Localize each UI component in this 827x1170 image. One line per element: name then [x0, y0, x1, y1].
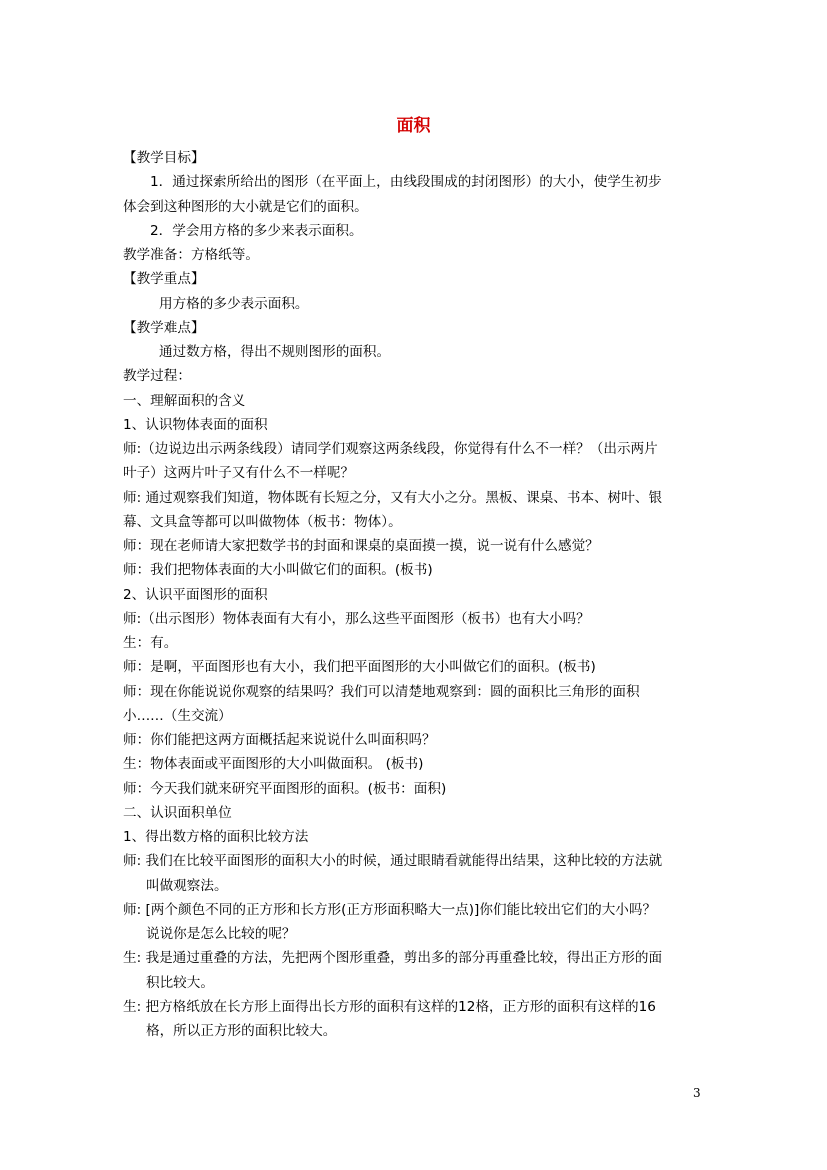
text-line: 积比较大。 [146, 974, 214, 991]
text-line: 教学准备：方格纸等。 [123, 247, 259, 263]
text-line: 生：物体表面或平面图形的大小叫做面积。 (板书) [123, 756, 424, 773]
text-line: 师:（出示图形）物体表面有大有小，那么这些平面图形（板书）也有大小吗？ [123, 610, 590, 627]
text-line: 格，所以正方形的面积比较大。 [146, 1023, 337, 1039]
text-line: 师: 通过观察我们知道，物体既有长短之分，又有大小之分。黑板、课桌、书本、树叶、银 [123, 489, 663, 506]
document-title: 面积 [396, 116, 431, 136]
text-line: 【教学难点】 [123, 319, 205, 336]
text-line: 1、得出数方格的面积比较方法 [123, 829, 309, 845]
text-line: 体会到这种图形的大小就是它们的面积。 [123, 198, 368, 215]
text-line: 2、认识平面图形的面积 [123, 586, 268, 603]
text-line: 叫做观察法。 [146, 877, 228, 894]
text-line: 师：现在你能说说你观察的结果吗？我们可以清楚地观察到：圆的面积比三角形的面积 [123, 683, 640, 700]
text-line: 师: [两个颜色不同的正方形和长方形(正方形面积略大一点)]你们能比较出它们的大小吗？ [123, 901, 657, 918]
text-line: 生: 把方格纸放在长方形上面得出长方形的面积有这样的12格，正方形的面积有这样的16 [123, 998, 656, 1015]
text-line: 教学过程： [123, 368, 191, 385]
text-line: 2．学会用方格的多少来表示面积。 [150, 222, 363, 239]
page-number: 3 [693, 1086, 701, 1100]
text-line: 师：是啊，平面图形也有大小，我们把平面图形的大小叫做它们的面积。(板书) [123, 659, 596, 676]
text-line: 一、理解面积的含义 [123, 392, 246, 409]
text-line: 生：有。 [123, 635, 178, 651]
text-line: 用方格的多少表示面积。 [159, 295, 309, 312]
text-line: 叶子）这两片叶子又有什么不一样呢？ [123, 465, 355, 482]
text-line: 师：今天我们就来研究平面图形的面积。(板书：面积) [123, 780, 447, 797]
text-line: 【教学目标】 [123, 150, 205, 166]
text-line: 1．通过探索所给出的图形（在平面上，由线段围成的封闭图形）的大小，使学生初步 [150, 174, 662, 191]
text-line: 师：现在老师请大家把数学书的封面和课桌的桌面摸一摸，说一说有什么感觉？ [123, 538, 599, 554]
document-body [123, 146, 708, 1043]
text-line: 通过数方格，得出不规则图形的面积。 [159, 344, 391, 360]
text-line: 师：我们把物体表面的大小叫做它们的面积。(板书) [123, 562, 433, 579]
text-line: 生: 我是通过重叠的方法，先把两个图形重叠，剪出多的部分再重叠比较，得出正方形的面 [123, 950, 663, 967]
text-line: 1、认识物体表面的面积 [123, 416, 268, 433]
text-line: 【教学重点】 [123, 271, 205, 288]
text-line: 师: 我们在比较平面图形的面积大小的时候，通过眼睛看就能得出结果，这种比较的方法就 [123, 853, 663, 870]
text-line: 师：你们能把这两方面概括起来说说什么叫面积吗？ [123, 732, 436, 748]
text-line: 二、认识面积单位 [123, 804, 232, 821]
text-line: 说说你是怎么比较的呢？ [146, 926, 296, 942]
text-line: 幕、文具盒等都可以叫做物体（板书：物体）。 [123, 513, 402, 530]
text-line: 师:（边说边出示两条线段）请同学们观察这两条线段，你觉得有什么不一样？（出示两片 [123, 441, 658, 457]
text-line: 小……（生交流） [123, 707, 232, 724]
